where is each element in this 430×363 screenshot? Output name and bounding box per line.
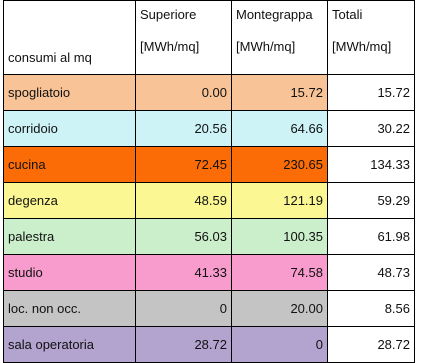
table-header-row	[4, 1, 415, 75]
row-label: palestra	[4, 219, 136, 255]
cell-montegrappa: 121.19	[232, 183, 328, 219]
table-row	[4, 111, 415, 147]
row-label: loc. non occ.	[4, 291, 136, 327]
cell-totali: 8.56	[328, 291, 415, 327]
row-label: spogliatoio	[4, 75, 136, 111]
cell-totali: 30.22	[328, 111, 415, 147]
cell-montegrappa: 0	[232, 327, 328, 363]
cell-superiore: 56.03	[136, 219, 232, 255]
header-montegrappa-name: Montegrappa	[236, 7, 313, 22]
consumption-table	[3, 0, 415, 363]
cell-montegrappa: 20.00	[232, 291, 328, 327]
consumption-table-container	[3, 0, 415, 363]
cell-superiore: 72.45	[136, 147, 232, 183]
header-superiore-unit: [MWh/mq]	[140, 39, 200, 54]
header-montegrappa-unit: [MWh/mq]	[236, 39, 296, 54]
row-label: studio	[4, 255, 136, 291]
table-row	[4, 75, 415, 111]
row-label: corridoio	[4, 111, 136, 147]
header-totali-unit: [MWh/mq]	[332, 39, 392, 54]
table-row	[4, 183, 415, 219]
header-superiore	[136, 1, 232, 75]
cell-totali: 61.98	[328, 219, 415, 255]
cell-montegrappa: 15.72	[232, 75, 328, 111]
cell-montegrappa: 230.65	[232, 147, 328, 183]
cell-totali: 48.73	[328, 255, 415, 291]
cell-superiore: 0.00	[136, 75, 232, 111]
table-row	[4, 327, 415, 363]
header-totali-name: Totali	[332, 7, 363, 22]
cell-totali: 59.29	[328, 183, 415, 219]
row-label: sala operatoria	[4, 327, 136, 363]
cell-superiore: 41.33	[136, 255, 232, 291]
cell-superiore: 28.72	[136, 327, 232, 363]
cell-totali: 134.33	[328, 147, 415, 183]
cell-superiore: 48.59	[136, 183, 232, 219]
header-montegrappa	[232, 1, 328, 75]
cell-superiore: 20.56	[136, 111, 232, 147]
row-label: degenza	[4, 183, 136, 219]
table-row	[4, 147, 415, 183]
cell-totali: 15.72	[328, 75, 415, 111]
cell-montegrappa: 74.58	[232, 255, 328, 291]
header-totali	[328, 1, 415, 75]
cell-montegrappa: 100.35	[232, 219, 328, 255]
table-row	[4, 291, 415, 327]
cell-montegrappa: 64.66	[232, 111, 328, 147]
cell-totali: 28.72	[328, 327, 415, 363]
table-row	[4, 255, 415, 291]
cell-superiore: 0	[136, 291, 232, 327]
header-row-label: consumi al mq	[4, 1, 136, 75]
header-superiore-name: Superiore	[140, 7, 197, 22]
row-label: cucina	[4, 147, 136, 183]
table-row	[4, 219, 415, 255]
